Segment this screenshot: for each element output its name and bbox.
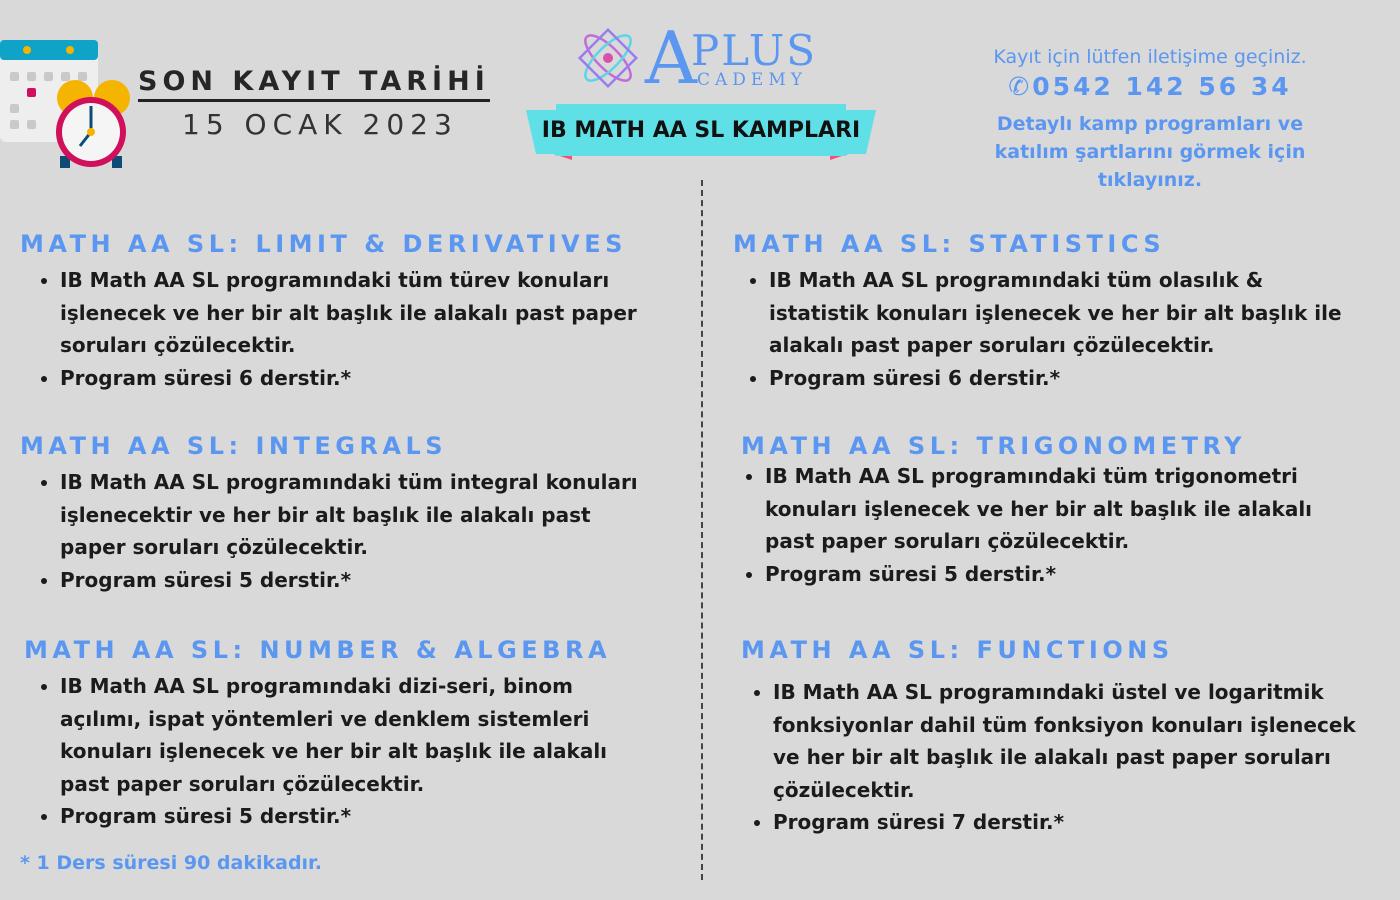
list-item: • Program süresi 7 derstir.* <box>773 806 1361 839</box>
contact-line: Kayıt için lütfen iletişime geçiniz. <box>993 46 1307 68</box>
logo-academy: CADEMY <box>697 70 807 90</box>
list-item: • IB Math AA SL programındaki tüm integral konuları işlenecektir ve her bir alt başlık ile alakalı past paper soruları çözülecektir. <box>60 466 650 564</box>
list-item: • Program süresi 6 derstir.* <box>60 362 690 395</box>
section-title: MATH AA SL: LIMIT & DERIVATIVES <box>20 230 627 258</box>
section-trigonometry <box>741 432 1366 590</box>
list-item: • IB Math AA SL programındaki tüm olasılık & istatistik konuları işlenecek ve her bir alt başlık ile alakalı past paper soruları çözülecektir. <box>769 264 1353 362</box>
list-item: • IB Math AA SL programındaki dizi-seri, binom açılımı, ispat yöntemleri ve denklem sistemleri konuları işlenecek ve her bir alt başlık ile alakalı past paper soruları çözülecektir. <box>60 670 644 800</box>
list-item: • Program süresi 5 derstir.* <box>765 558 1366 591</box>
list-item: • Program süresi 6 derstir.* <box>769 362 1353 395</box>
logo-plus: PLUS <box>691 26 818 75</box>
section-title: MATH AA SL: STATISTICS <box>733 230 1166 258</box>
details-link[interactable]: Detaylı kamp programları ve katılım şartlarını görmek için tıklayınız. <box>994 113 1306 191</box>
deadline-title: SON KAYIT TARİHİ <box>138 66 490 102</box>
section-title: MATH AA SL: TRIGONOMETRY <box>741 432 1247 460</box>
calendar-clock-icon <box>0 38 135 173</box>
phone-icon: ✆ <box>1008 72 1033 101</box>
phone-number[interactable] <box>960 72 1340 101</box>
logo <box>645 16 818 100</box>
section-title: MATH AA SL: NUMBER & ALGEBRA <box>24 636 612 664</box>
section-title: MATH AA SL: FUNCTIONS <box>741 636 1174 664</box>
list-item: • Program süresi 5 derstir.* <box>60 564 650 597</box>
footnote: * 1 Ders süresi 90 dakikadır. <box>20 852 322 874</box>
section-integrals <box>20 432 650 596</box>
section-limit-derivatives <box>20 230 690 394</box>
list-item: • IB Math AA SL programındaki tüm türev konuları işlenecek ve her bir alt başlık ile alakalı past paper soruları çözülecektir. <box>60 264 690 362</box>
list-item: • IB Math AA SL programındaki tüm trigonometri konuları işlenecek ve her bir alt başlık ile alakalı past paper soruları çözülecektir. <box>765 460 1366 558</box>
atom-logo-icon <box>574 24 642 92</box>
deadline-date: 15 OCAK 2023 <box>182 108 458 141</box>
list-item: • Program süresi 5 derstir.* <box>60 800 644 833</box>
list-item: • IB Math AA SL programındaki üstel ve logaritmik fonksiyonlar dahil tüm fonksiyon konuları işlenecek ve her bir alt başlık ile alakalı past paper soruları çözülecektir. <box>773 676 1361 806</box>
column-divider <box>701 180 703 880</box>
logo-letter: A <box>645 16 697 100</box>
banner-title: IB MATH AA SL KAMPLARI <box>541 118 861 143</box>
section-number-algebra <box>24 636 644 833</box>
section-functions <box>741 636 1361 839</box>
section-title: MATH AA SL: INTEGRALS <box>20 432 448 460</box>
section-statistics <box>733 230 1353 394</box>
phone-text: 0542 142 56 34 <box>1032 72 1292 101</box>
